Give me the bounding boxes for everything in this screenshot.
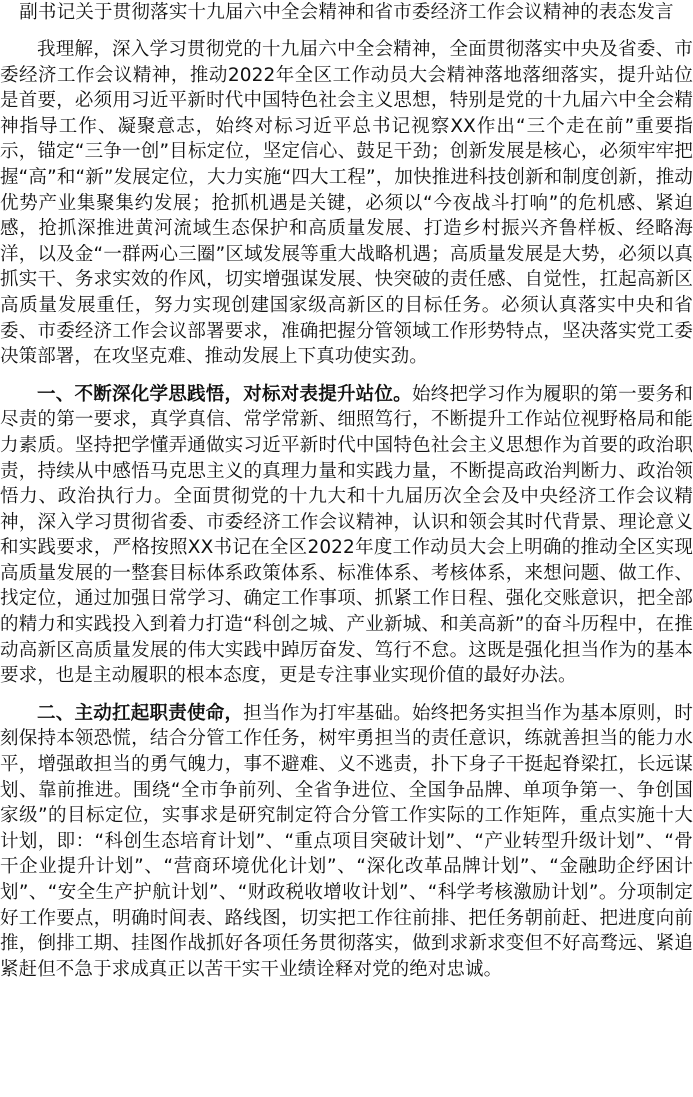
- paragraph-intro: [0, 37, 693, 370]
- document-title: 副书记关于贯彻落实十九届六中全会精神和省市委经济工作会议精神的表态发言: [19, 2, 674, 23]
- paragraph-section-1: [0, 382, 693, 689]
- section-1-heading: 一、不断深化学思践悟，对标对表提升站位。: [37, 383, 412, 405]
- paragraph-text: 始终把学习作为履职的第一要务和尽责的第一要求，真学真信、常学常新、细照笃行，不断提升工作站位视野格局和能力素质。坚持把学懂弄通做实习近平新时代中国特色社会主义思想作为首要的政治职责，持续从中感悟马克思主义的真理力量和实践力量，不断提高政治判断力、政治领悟力、政治执行力。全面贯彻党的十九大和十九届历次全会及中央经济工作会议精神，深入学习贯彻省委、市委经济工作会议精神，认识和领会其时代背景、理论意义和实践要求，严格按照XX书记在全区2022年度工作动员大会上明确的推动全区实现高质量发展的一整套目标体系政策体系、标准体系、考核体系，来想问题、做工作、找定位，通过加强日常学习、确定工作事项、抓紧工作日程、强化交账意识，把全部的精力和实践投入到着力打造“科创之城、产业新城、和美高新”的奋斗历程中，在推动高新区高质量发展的伟大实践中踔厉奋发、笃行不怠。这既是强化担当作为的基本要求，也是主动履职的根本态度，更是专注事业实现价值的最好办法。: [0, 383, 693, 687]
- paragraph-text: 担当作为打牢基础。始终把务实担当作为基本原则，时刻保持本领恐慌，结合分管工作任务，树牢勇担当的责任意识，练就善担当的能力水平，增强敢担当的勇气魄力，事不避难、义不逃责，扑下身子干挺起脊梁扛，长远谋划、靠前推进。围绕“全市争前列、全省争进位、全国争品牌、单项争第一、争创国家级”的目标定位，实事求是研究制定符合分管工作实际的工作矩阵，重点实施十大计划，即：“科创生态培育计划”、“重点项目突破计划”、“产业转型升级计划”、“骨干企业提升计划”、“营商环境优化计划”、“深化改革品牌计划”、“金融助企纾困计划”、“安全生产护航计划”、“财政税收增收计划”、“科学考核激励计划”。分项制定好工作要点，明确时间表、路线图，切实把工作往前排、把任务朝前赶、把进度向前推，倒排工期、挂图作战抓好各项任务贯彻落实，做到求新求变但不好高骛远、紧追紧赶但不急于求成真正以苦干实干业绩诠释对党的绝对忠诚。: [0, 702, 693, 980]
- section-2-heading: 二、主动扛起职责使命，: [37, 702, 244, 724]
- paragraph-section-2: [0, 701, 693, 983]
- paragraph-text: 我理解，深入学习贯彻党的十九届六中全会精神，全面贯彻落实中央及省委、市委经济工作会议精神，推动2022年全区工作动员大会精神落地落细落实，提升站位是首要，必须用习近平新时代中国特色社会主义思想，特别是党的十九届六中全会精神指导工作、凝聚意志，始终对标习近平总书记视察XX作出“三个走在前”重要指示，锚定“三争一创”目标定位，坚定信心、鼓足干劲；创新发展是核心，必须牢牢把握“高”和“新”发展定位，大力实施“四大工程”，加快推进科技创新和制度创新，推动优势产业集聚集约发展；抢抓机遇是关键，必须以“今夜战斗打响”的危机感、紧迫感，抢抓深推进黄河流域生态保护和高质量发展、打造乡村振兴齐鲁样板、经略海洋，以及金“一群两心三圈”区域发展等重大战略机遇；高质量发展是大势，必须以真抓实干、务求实效的作风，切实增强谋发展、快突破的责任感、自觉性，扛起高新区高质量发展重任，努力实现创建国家级高新区的目标任务。必须认真落实中央和省委、市委经济工作会议部署要求，准确把握分管领域工作形势特点，坚决落实党工委决策部署，在攻坚克难、推动发展上下真功使实劲。: [0, 39, 693, 368]
